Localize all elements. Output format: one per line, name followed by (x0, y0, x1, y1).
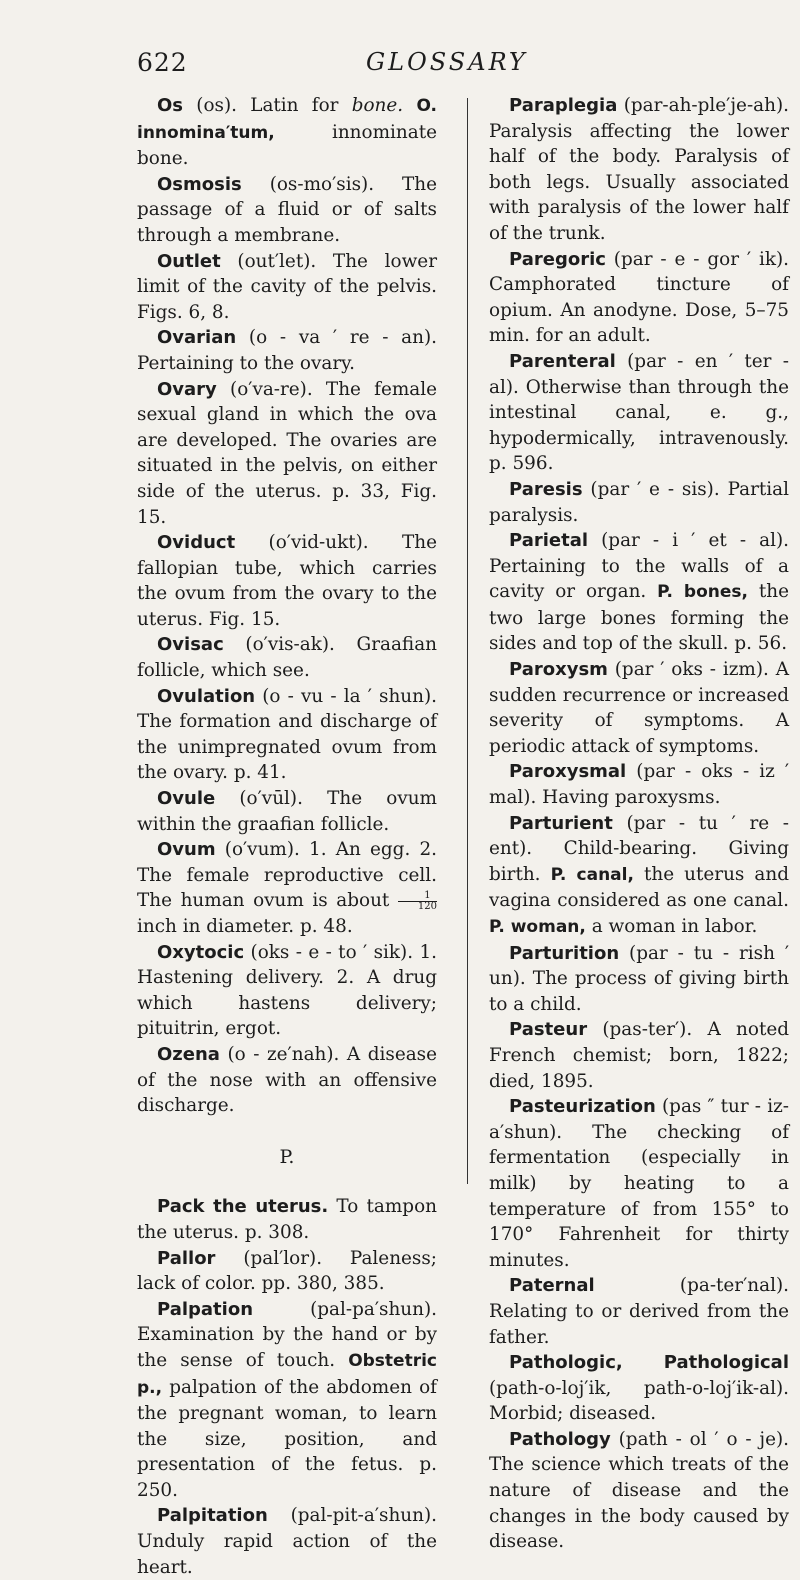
definition: (o′vis-ak). Graafian follicle, which see. (137, 634, 437, 682)
term: Ovule (157, 788, 216, 810)
subterm: O. innomina′tum, (137, 96, 437, 143)
term: Parturition (509, 942, 620, 964)
term: Paregoric (509, 248, 606, 270)
term: Paternal (509, 1275, 595, 1297)
page-header (0, 48, 800, 88)
term: Pasteurization (509, 1096, 656, 1118)
section-letter: P. (279, 1145, 295, 1168)
glossary-column-left (137, 93, 437, 1580)
term: Outlet (157, 250, 221, 272)
term: Paraplegia (509, 95, 618, 116)
definition: (par - oks - iz ′ mal). Having paroxysms. (489, 761, 789, 809)
entry-os (137, 93, 437, 172)
entry-pasteurization (489, 1094, 789, 1273)
entry-parenteral (489, 349, 789, 477)
term: Paroxysm (509, 659, 608, 681)
entry-pack (137, 1194, 437, 1245)
entry-paresis (489, 477, 789, 528)
page-number: 622 (137, 48, 188, 77)
term: Osmosis (157, 173, 242, 195)
definition: (o′vūl). The ovum within the graafian follicle. (137, 788, 437, 835)
entry-oviduct (137, 530, 437, 632)
definition: (pas ″ tur - iz-a′shun). The checking of fermentation (especially in milk) by heating to a temperature of from 155° to 170° Fahrenheit for thirty minutes. (489, 1096, 789, 1271)
term: Os (157, 95, 184, 116)
entry-palpitation (137, 1503, 437, 1580)
entry-pathology (489, 1427, 789, 1555)
entry-ovary (137, 377, 437, 531)
entry-ovule (137, 786, 437, 837)
term: Pack the uterus. (157, 1196, 329, 1218)
definition: a woman in labor. (585, 916, 758, 937)
definition: (o′va-re). The female sexual gland in which the ova are developed. The ovaries are situated in the pelvis, on either side of the uterus. p. 33, Fig. 15. (137, 378, 437, 528)
fraction-numerator: 1 (398, 891, 437, 902)
definition: (o′vum). 1. An egg. 2. The female reproductive cell. The human ovum is about (137, 839, 437, 912)
definition: (pal′lor). Paleness; lack of color. pp. 380, 385. (137, 1247, 437, 1295)
definition: (par - i ′ et - al). Pertaining to the walls of a cavity or organ. (489, 530, 789, 603)
term: Ovum (157, 839, 216, 861)
definition: (pa-ter′nal). Relating to or derived from the father. (489, 1275, 789, 1348)
entry-parturition (489, 941, 789, 1018)
entry-pallor (137, 1246, 437, 1297)
term: Palpitation (157, 1505, 268, 1527)
definition-italic: bone. (351, 95, 404, 116)
definition: the uterus and vagina considered as one canal. (489, 863, 790, 912)
definition: (o′vid-ukt). The fallopian tube, which carries the ovum from the ovary to the uterus. Fig. 15. (137, 532, 437, 630)
definition: (o - va ′ re - an). Pertaining to the ovary. (137, 327, 437, 374)
definition: (pal-pa′shun). Examination by the hand or by the sense of touch. (137, 1298, 437, 1371)
glossary-column-right (489, 93, 789, 1555)
definition: inch in diameter. p. 48. (137, 916, 353, 937)
term: Palpation (157, 1298, 254, 1320)
entry-ozena (137, 1042, 437, 1119)
term: Ovary (157, 378, 217, 400)
entry-ovum (137, 837, 437, 939)
definition: (par ′ oks - izm). A sudden recurrence or increased severity of symptoms. A periodic attack of symptoms. (489, 659, 789, 757)
entry-ovulation (137, 684, 437, 786)
entry-paregoric (489, 247, 789, 349)
term: Ovarian (157, 327, 237, 349)
term: Oviduct (157, 532, 236, 554)
subterm: P. canal, (550, 864, 634, 885)
definition: palpation of the abdomen of the pregnant woman, to learn the size, position, and presentation of the fetus. p. 250. (137, 1376, 437, 1501)
definition: innominate bone. (137, 121, 437, 170)
entry-pasteur (489, 1017, 789, 1094)
subterm: Obstetric p., (137, 1350, 437, 1398)
definition: (out′let). The lower limit of the cavity of the pelvis. Figs. 6, 8. (137, 250, 437, 323)
term: Parturient (509, 812, 613, 834)
entry-ovarian (137, 325, 437, 376)
entry-ovisac (137, 632, 437, 683)
definition: (oks - e - to ′ sik). 1. Hastening delivery. 2. A drug which hastens delivery; pituitrin, ergot. (137, 941, 437, 1040)
term: Parietal (509, 530, 589, 552)
fraction-denominator: 120 (417, 900, 437, 912)
term: Ovisac (157, 634, 224, 656)
entry-osmosis (137, 172, 437, 249)
term: Oxytocic (157, 941, 245, 963)
definition: (o - vu - la ′ shun). The formation and discharge of the unimpregnated ovum from the ovary. p. 41. (137, 685, 437, 784)
term: Paresis (509, 478, 583, 500)
definition: the two large bones forming the sides and top of the skull. p. 56. (489, 581, 789, 655)
definition: (par - tu - rish ′ un). The process of giving birth to a child. (489, 942, 789, 1015)
definition: (par ′ e - sis). Partial paralysis. (489, 478, 789, 526)
definition: (par - e - gor ′ ik). Camphorated tincture of opium. An anodyne. Dose, 5–75 min. for an adult. (489, 248, 789, 347)
subterm: P. bones, (657, 582, 748, 603)
entry-pathologic (489, 1350, 789, 1427)
definition: (path-o-loj′ik, path-o-loj′ik-al). Morbid; diseased. (489, 1377, 789, 1425)
term: Pathologic, Pathological (509, 1352, 789, 1374)
entry-paternal (489, 1273, 789, 1350)
entry-parturient (489, 811, 789, 941)
running-title: GLOSSARY (366, 48, 528, 76)
term: Paroxysmal (509, 761, 627, 783)
entry-oxytocic (137, 940, 437, 1042)
definition: (par - tu ′ re - ent). Child-bearing. Giving birth. (489, 812, 789, 885)
definition: To tampon the uterus. p. 308. (137, 1196, 437, 1243)
definition: (pas-ter′). A noted French chemist; born, 1822; died, 1895. (489, 1019, 789, 1092)
definition: (path - ol ′ o - je). The science which treats of the nature of disease and the changes in the body caused by disease. (489, 1428, 789, 1553)
entry-paraplegia (489, 93, 789, 247)
subterm: P. woman, (489, 917, 586, 937)
fraction (398, 891, 437, 912)
term: Pasteur (509, 1019, 588, 1041)
definition: (par-ah-ple′je-ah). Paralysis affecting the lower half of the body. Paralysis of both legs. Usually associated with paralysis of the lower half of the trunk. (489, 95, 789, 244)
term: Ozena (157, 1043, 220, 1065)
entry-palpation (137, 1297, 437, 1504)
term: Pallor (157, 1247, 216, 1269)
definition: (par - en ′ ter - al). Otherwise than through the intestinal canal, e. g., hypodermically, intravenously. p. 596. (489, 350, 789, 475)
column-divider (467, 98, 468, 1184)
entry-paroxysm (489, 657, 789, 759)
entry-paroxysmal (489, 759, 789, 810)
term: Ovulation (157, 685, 256, 707)
definition: (o - ze′nah). A disease of the nose with an offensive discharge. (137, 1043, 437, 1117)
definition: (os). Latin for (183, 95, 352, 116)
definition: (pal-pit-a′shun). Unduly rapid action of the heart. (137, 1505, 437, 1578)
term: Pathology (509, 1428, 611, 1450)
entry-outlet (137, 249, 437, 326)
definition: (os-mo′sis). The passage of a fluid or of salts through a membrane. (137, 173, 437, 246)
term: Parenteral (509, 350, 616, 372)
entry-parietal (489, 528, 789, 657)
